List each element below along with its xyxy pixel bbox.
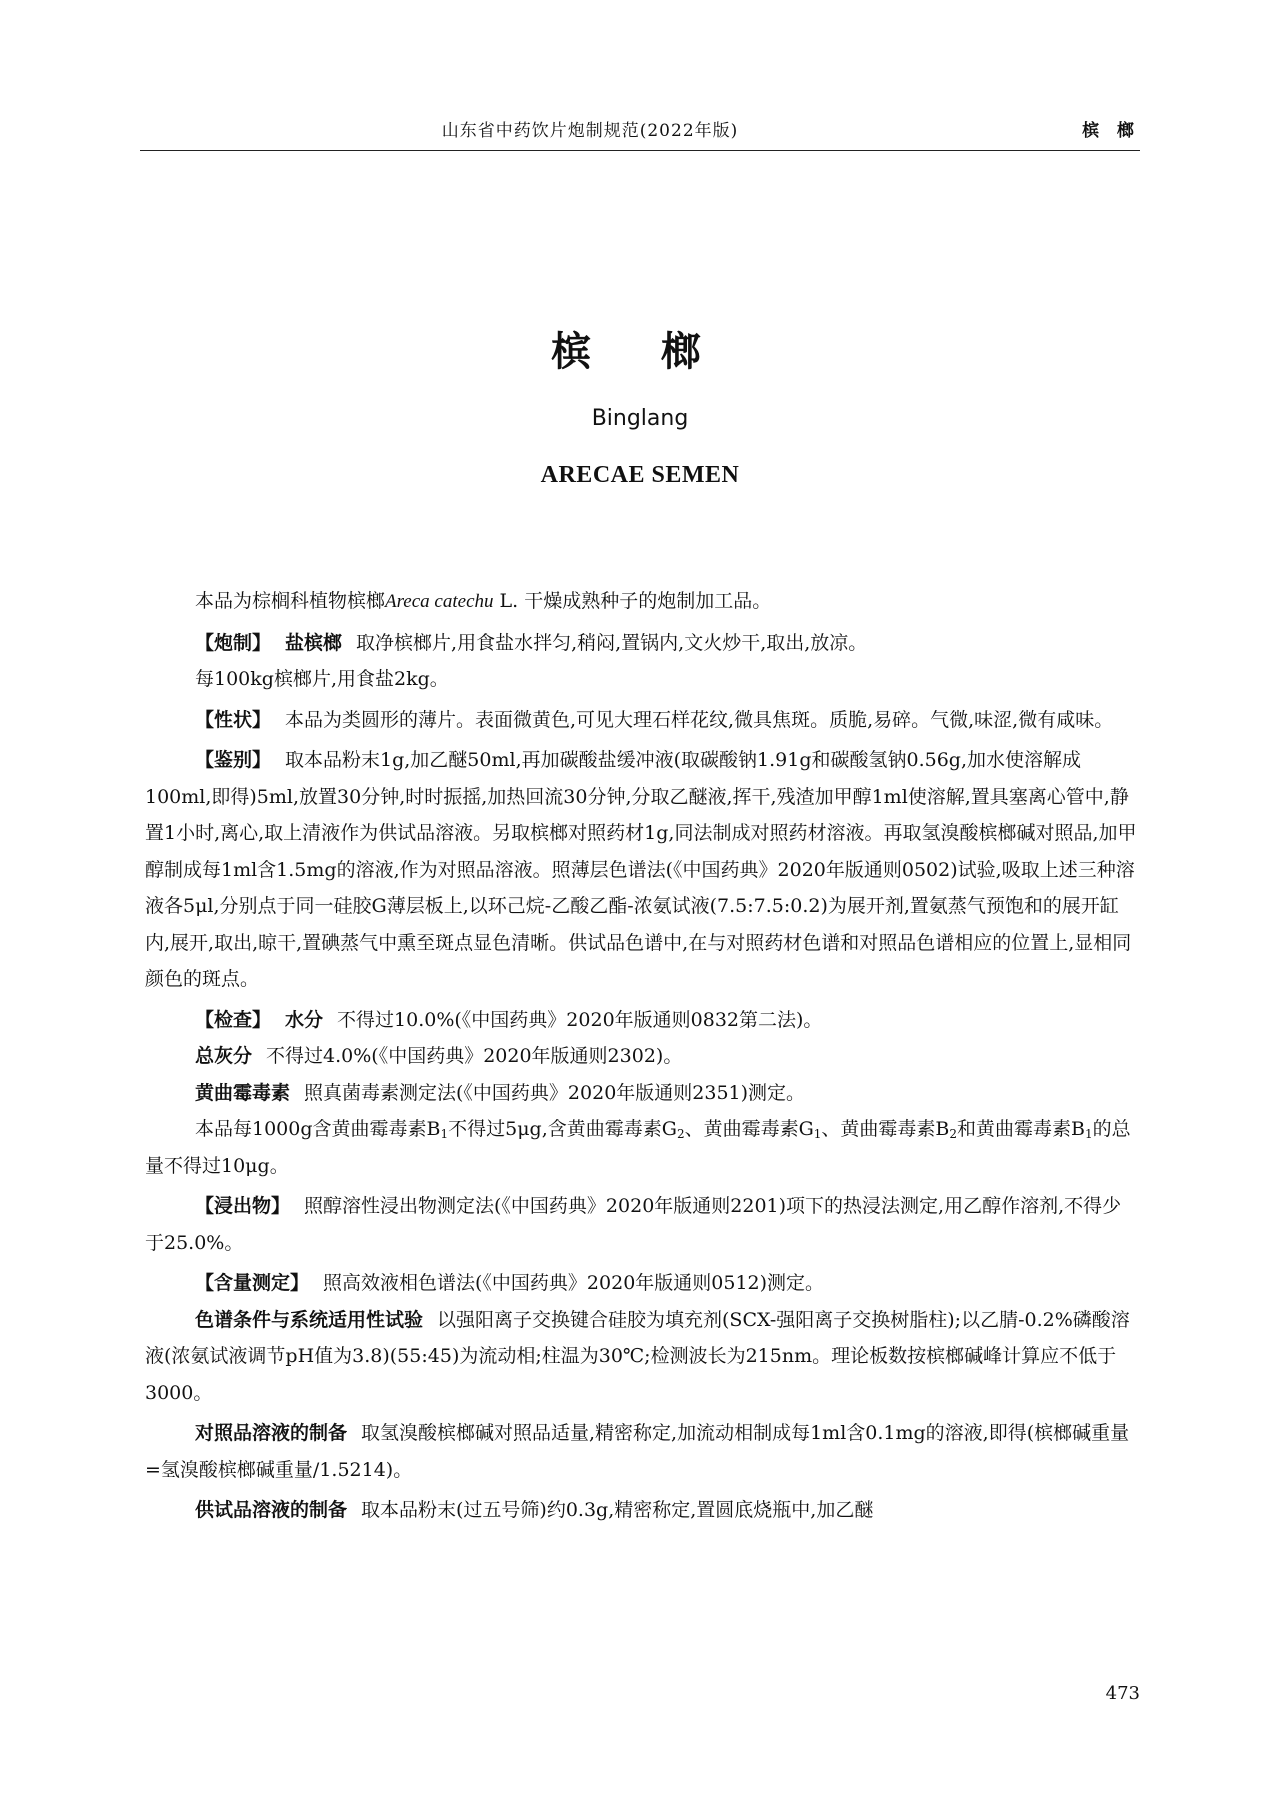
aflatoxin-limit-text: 本品每1000g含黄曲霉毒素B bbox=[195, 1118, 441, 1140]
processing-text: 取净槟榔片,用食盐水拌匀,稍闷,置锅内,文火炒干,取出,放凉。 bbox=[356, 631, 868, 654]
book-title: 山东省中药饮片炮制规范(2022年版) bbox=[441, 121, 739, 141]
assay-label: 【含量测定】 bbox=[195, 1272, 310, 1294]
aflatoxin-limit-text: 、黄曲霉毒素G bbox=[684, 1118, 814, 1140]
processing-paragraph bbox=[145, 625, 1140, 662]
chromatographic-label: 色谱条件与系统适用性试验 bbox=[195, 1308, 424, 1331]
aflatoxin-limit-text: 、黄曲霉毒素B bbox=[821, 1118, 950, 1140]
extractives-label: 【浸出物】 bbox=[195, 1195, 291, 1217]
reference-solution-paragraph bbox=[145, 1415, 1140, 1488]
aflatoxin-paragraph bbox=[145, 1075, 1140, 1112]
water-text: 不得过10.0%(《中国药典》2020年版通则0832第二法)。 bbox=[337, 1008, 823, 1031]
processing-label: 【炮制】 bbox=[195, 631, 272, 654]
aflatoxin-limit-paragraph bbox=[145, 1111, 1140, 1184]
subscript: 1 bbox=[813, 1127, 822, 1141]
inspection-label: 【检查】 bbox=[195, 1008, 272, 1031]
page-number: 473 bbox=[1105, 1683, 1140, 1704]
identification-paragraph bbox=[145, 742, 1140, 998]
assay-text: 照高效液相色谱法(《中国药典》2020年版通则0512)测定。 bbox=[323, 1272, 825, 1294]
running-header bbox=[140, 112, 1140, 152]
aflatoxin-label: 黄曲霉毒素 bbox=[195, 1081, 291, 1104]
monograph-latin-name: ARECAE SEMEN bbox=[540, 462, 740, 488]
characters-paragraph bbox=[145, 702, 1140, 739]
characters-label: 【性状】 bbox=[195, 708, 272, 731]
subscript: 1 bbox=[1085, 1127, 1093, 1141]
identification-label: 【鉴别】 bbox=[195, 749, 272, 771]
aflatoxin-limit-text: 的总量不得过10μg。 bbox=[145, 1118, 1131, 1177]
ash-paragraph bbox=[145, 1038, 1140, 1075]
characters-text: 本品为类圆形的薄片。表面微黄色,可见大理石样花纹,微具焦斑。质脆,易碎。气微,味涩,微有咸味。 bbox=[285, 708, 1114, 731]
processing-amount: 每100kg槟榔片,用食盐2kg。 bbox=[195, 668, 449, 690]
ash-label: 总灰分 bbox=[195, 1045, 253, 1067]
section-title: 槟 榔 bbox=[1082, 121, 1140, 141]
processing-method: 盐槟榔 bbox=[285, 631, 343, 654]
intro-paragraph bbox=[145, 583, 1140, 621]
extractives-text: 照醇溶性浸出物测定法(《中国药典》2020年版通则2201)项下的热浸法测定,用乙醇作溶剂,不得少于25.0%。 bbox=[145, 1195, 1122, 1254]
subscript: 1 bbox=[440, 1127, 449, 1141]
inspection-paragraph bbox=[145, 1002, 1140, 1039]
sample-solution-label: 供试品溶液的制备 bbox=[195, 1499, 348, 1521]
intro-suffix: 干燥成熟种子的炮制加工品。 bbox=[518, 590, 772, 612]
reference-solution-label: 对照品溶液的制备 bbox=[195, 1422, 348, 1444]
monograph-body bbox=[145, 583, 1140, 1529]
extractives-paragraph bbox=[145, 1188, 1140, 1261]
aflatoxin-limit-text: 和黄曲霉毒素B bbox=[957, 1118, 1085, 1140]
chromatographic-text: 以强阳离子交换键合硅胶为填充剂(SCX-强阳离子交换树脂柱);以乙腈-0.2%磷酸溶液(浓氨试液调节pH值为3.8)(55:45)为流动相;柱温为30℃;检测波长为215nm。理论板数按槟榔碱峰计算应不低于3000。 bbox=[145, 1308, 1130, 1404]
sample-solution-text: 取本品粉末(过五号筛)约0.3g,精密称定,置圆底烧瓶中,加乙醚 bbox=[361, 1499, 874, 1521]
species-name: Areca catechu bbox=[385, 591, 494, 612]
header-rule bbox=[140, 150, 1140, 151]
ash-text: 不得过4.0%(《中国药典》2020年版通则2302)。 bbox=[266, 1045, 683, 1067]
subscript: 2 bbox=[949, 1127, 958, 1141]
reference-solution-text: 取氢溴酸槟榔碱对照品适量,精密称定,加流动相制成每1ml含0.1mg的溶液,即得(槟榔碱重量=氢溴酸槟榔碱重量/1.5214)。 bbox=[145, 1422, 1130, 1481]
sample-solution-paragraph bbox=[145, 1492, 1140, 1529]
aflatoxin-limit-text: 不得过5μg,含黄曲霉毒素G bbox=[448, 1118, 677, 1140]
intro-prefix: 本品为棕榈科植物槟榔 bbox=[195, 590, 386, 612]
assay-paragraph bbox=[145, 1265, 1140, 1302]
subscript: 2 bbox=[676, 1127, 685, 1141]
monograph-pinyin: Binglang bbox=[591, 406, 689, 431]
water-label: 水分 bbox=[285, 1008, 324, 1031]
monograph-title: 槟 榔 bbox=[551, 329, 729, 375]
aflatoxin-text: 照真菌毒素测定法(《中国药典》2020年版通则2351)测定。 bbox=[304, 1081, 806, 1104]
species-author: L. bbox=[493, 590, 519, 612]
chromatographic-paragraph bbox=[145, 1302, 1140, 1412]
identification-text: 取本品粉末1g,加乙醚50ml,再加碳酸盐缓冲液(取碳酸钠1.91g和碳酸氢钠0.56g,加水使溶解成100ml,即得)5ml,放置30分钟,时时振摇,加热回流30分钟,分取乙醚液,挥干,残渣加甲醇1ml使溶解,置具塞离心管中,静置1小时,离心,取上清液作为供试品溶液。另取槟榔对照药材1g,同法制成对照药材溶液。再取氢溴酸槟榔碱对照品,加甲醇制成每1ml含1.5mg的溶液,作为对照品溶液。照薄层色谱法(《中国药典》2020年版通则0502)试验,吸取上述三种溶液各5μl,分别点于同一硅胶G薄层板上,以环己烷-乙酸乙酯-浓氨试液(7.5:7.5:0.2)为展开剂,置氨蒸气预饱和的展开缸内,展开,取出,晾干,置碘蒸气中熏至斑点显色清晰。供试品色谱中,在与对照药材色谱和对照品色谱相应的位置上,显相同颜色的斑点。 bbox=[145, 749, 1137, 990]
